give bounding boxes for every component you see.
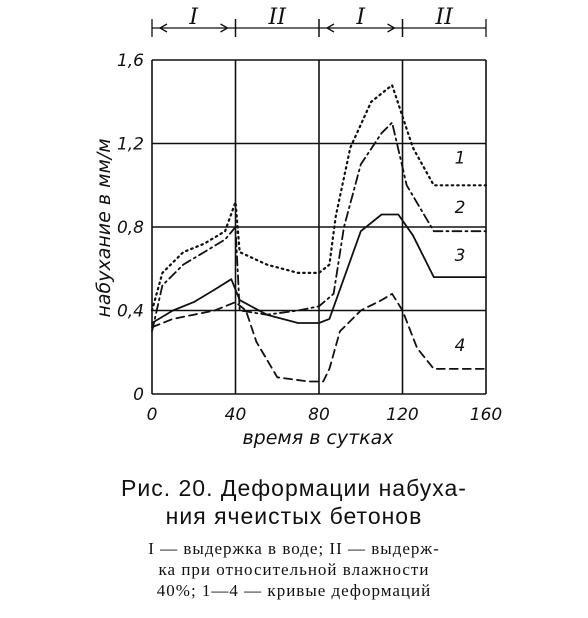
x-tick-label: 0 bbox=[146, 405, 158, 425]
caption-legend-line-3: 40%; 1—4 — кривые деформаций bbox=[156, 581, 432, 600]
y-tick-label: 0,4 bbox=[116, 301, 144, 322]
curve-label-3: 3 bbox=[454, 246, 466, 267]
curve-label-1: 1 bbox=[454, 148, 466, 169]
y-tick-label: 0,8 bbox=[116, 218, 144, 238]
caption-legend-line-2: ка при относительной влажности bbox=[158, 560, 430, 579]
figure-caption-legend bbox=[0, 538, 588, 601]
y-tick-label: 1,6 bbox=[116, 51, 144, 71]
period-label: I bbox=[189, 5, 199, 30]
period-markers bbox=[152, 5, 486, 37]
curve-label-4: 4 bbox=[454, 335, 466, 356]
figure-caption-title bbox=[0, 474, 588, 530]
y-tick-label: 0 bbox=[133, 385, 144, 405]
period-label: I bbox=[356, 5, 366, 30]
x-tick-label: 160 bbox=[469, 405, 503, 425]
period-label: II bbox=[268, 5, 286, 30]
caption-legend-line-1: I — выдержка в воде; II — выдерж- bbox=[148, 539, 440, 558]
chart-grid bbox=[152, 60, 486, 394]
x-tick-label: 40 bbox=[224, 405, 247, 425]
x-tick-label: 120 bbox=[386, 405, 419, 425]
x-axis-label: время в сутках bbox=[242, 427, 394, 449]
caption-title-line-1: Рис. 20. Деформации набуха- bbox=[121, 475, 467, 501]
y-axis-label: набухание в мм/м bbox=[93, 138, 115, 318]
caption-title-line-2: ния ячеистых бетонов bbox=[165, 503, 423, 529]
curve-label-2: 2 bbox=[454, 198, 466, 219]
period-label: II bbox=[435, 5, 453, 30]
curve-labels bbox=[455, 148, 466, 356]
y-tick-label: 1,2 bbox=[116, 134, 144, 155]
x-tick-label: 80 bbox=[308, 405, 330, 425]
